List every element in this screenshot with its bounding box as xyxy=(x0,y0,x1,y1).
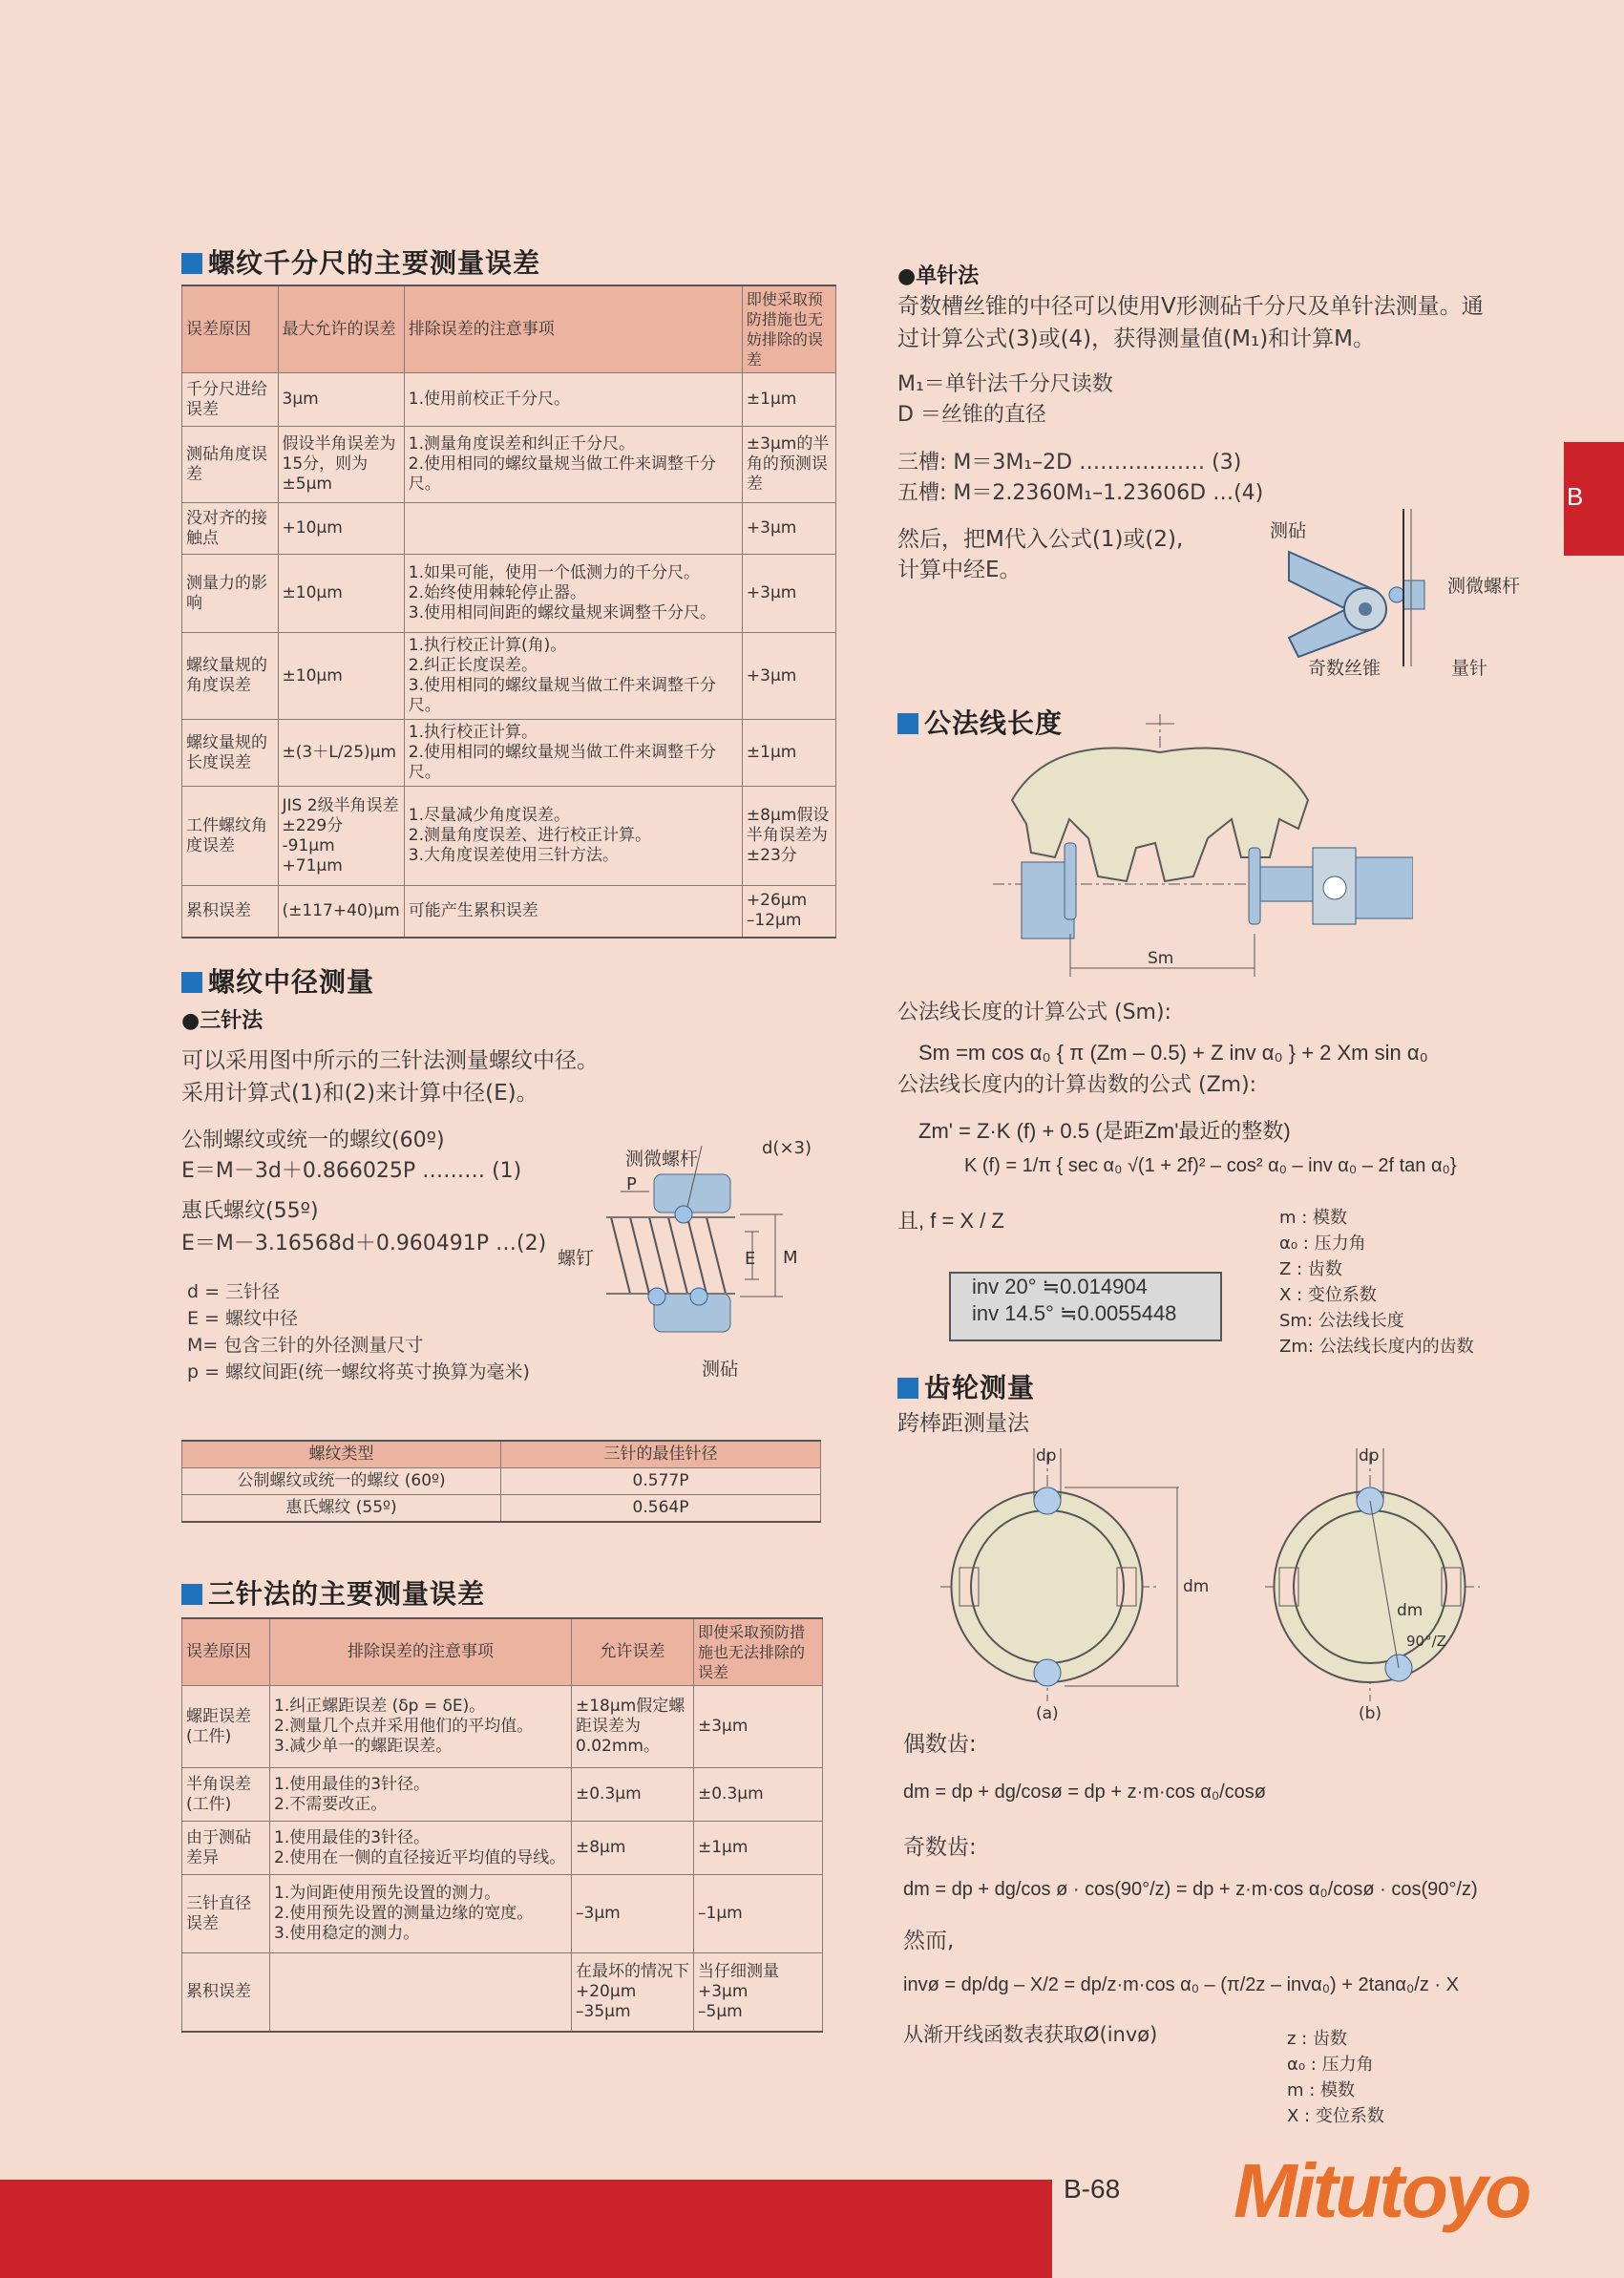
fig-label-a: (a) xyxy=(1036,1704,1059,1723)
table-cell: 1.使用最佳的3针径。 2.使用在一侧的直径接近平均值的导线。 xyxy=(270,1822,572,1875)
table-row xyxy=(182,1686,823,1768)
fig-label-spindle: 测微螺杆 xyxy=(1447,576,1521,597)
table-cell: 1.使用前校正千分尺。 xyxy=(404,373,742,427)
table-row xyxy=(182,720,836,787)
formula-label: 惠氏螺纹(55º) xyxy=(181,1199,319,1223)
col-header: 三针的最佳针径 xyxy=(501,1441,821,1468)
section-title-pitch-diameter: 螺纹中径测量 xyxy=(181,961,374,1000)
col-header: 误差原因 xyxy=(182,1618,270,1686)
formula-kf: K (f) = 1/π { sec α₀ √(1 + 2f)² – cos² α₀ – inv α₀ – 2f tan α₀} xyxy=(964,1155,1457,1176)
table-cell: ±3μm xyxy=(694,1686,823,1768)
label-even: 偶数齿: xyxy=(903,1732,977,1757)
intro-text: 可以采用图中所示的三针法测量螺纹中径。 xyxy=(181,1048,599,1073)
table-cell: 半角误差(工件) xyxy=(182,1768,270,1822)
fig-label-pin: 量针 xyxy=(1451,658,1488,679)
table-cell: 三针直径误差 xyxy=(182,1875,270,1953)
table-cell: 1.执行校正计算。 2.使用相同的螺纹量规当做工件来调整千分尺。 xyxy=(404,720,742,787)
page-number: B-68 xyxy=(1064,2174,1121,2204)
footer-bar xyxy=(0,2180,1052,2278)
definition: M₁＝单针法千分尺读数 xyxy=(897,372,1113,396)
table-row xyxy=(182,787,836,886)
table-cell: JIS 2级半角误差±229分 -91μm +71μm xyxy=(278,787,404,886)
col-header: 排除误差的注意事项 xyxy=(404,285,742,373)
table-cell: ±10μm xyxy=(278,633,404,720)
text: 计算中经E。 xyxy=(897,558,1022,582)
table-cell: 测砧角度误差 xyxy=(182,427,279,503)
formula-3: 三槽: M＝3M₁–2D ……………… (3) xyxy=(897,451,1242,475)
fig-label-E: E xyxy=(745,1249,756,1269)
table-cell: 1.如果可能，使用一个低测力的千分尺。 2.始终使用棘轮停止器。 3.使用相同间距的螺纹量规来调整千分尺。 xyxy=(404,555,742,633)
pin-shape xyxy=(1034,1487,1061,1514)
table-cell: 3μm xyxy=(278,373,404,427)
brand-logo: Mitutoyo xyxy=(1234,2148,1529,2233)
spindle-shape xyxy=(654,1174,730,1213)
table-cell: 螺距误差(工件) xyxy=(182,1686,270,1768)
definition: D ＝丝锥的直径 xyxy=(897,403,1046,427)
table-cell: ±0.3μm xyxy=(572,1768,694,1822)
legend-symbols xyxy=(1287,2026,1384,2129)
col-header: 允许误差 xyxy=(572,1618,694,1686)
table-row xyxy=(182,886,836,938)
formula-even: dm = dp + dg/cosø = dp + z·m·cos α₀/cosø xyxy=(903,1782,1267,1803)
table-cell: (±117+40)μm xyxy=(278,886,404,938)
definition: p = 螺纹间距(统一螺纹将英寸换算为毫米) xyxy=(187,1361,530,1382)
legend-item: z : 齿数 xyxy=(1287,2029,1347,2049)
section-marker-icon xyxy=(181,1584,202,1605)
label-odd: 奇数齿: xyxy=(903,1835,977,1860)
legend-item: m : 模数 xyxy=(1279,1208,1348,1228)
table-cell: –1μm xyxy=(694,1875,823,1953)
table-cell: +3μm xyxy=(742,555,835,633)
legend-item: α₀ : 压力角 xyxy=(1287,2055,1374,2075)
table-cell xyxy=(404,503,742,555)
wire-shape xyxy=(690,1288,707,1305)
col-header: 即使采取预防措施也无妨排除的误差 xyxy=(742,285,835,373)
section-marker-icon xyxy=(181,253,202,274)
definition: E = 螺纹中径 xyxy=(187,1308,299,1329)
formula-label: 公法线长度的计算公式 (Sm): xyxy=(897,1001,1171,1024)
fig-label-P: P xyxy=(626,1174,637,1194)
intro-text: 采用计算式(1)和(2)来计算中径(E)。 xyxy=(181,1081,538,1106)
section-title-thread-micrometer-errors: 螺纹千分尺的主要测量误差 xyxy=(181,243,540,281)
formula-zm: Zm' = Z·K (f) + 0.5 (是距Zm'最近的整数) xyxy=(918,1119,1291,1143)
subsection-over-pin: 跨棒距测量法 xyxy=(897,1411,1029,1436)
fig-label-anvil: 测砧 xyxy=(1270,520,1307,541)
wire-shape xyxy=(648,1288,665,1305)
col-header: 误差原因 xyxy=(182,285,279,373)
label-then: 然而, xyxy=(903,1929,955,1953)
table-cell: ±8μm xyxy=(572,1822,694,1875)
table-cell: +10μm xyxy=(278,503,404,555)
table-cell: 累积误差 xyxy=(182,886,279,938)
col-header: 最大允许的误差 xyxy=(278,285,404,373)
legend-item: Sm: 公法线长度 xyxy=(1279,1311,1404,1331)
three-wire-diagram xyxy=(554,1127,840,1394)
thread-micrometer-error-table xyxy=(181,285,836,939)
table-row xyxy=(182,633,836,720)
formula-label: 公制螺纹或统一的螺纹(60º) xyxy=(181,1128,445,1152)
formula-label: 公法线长度内的计算齿数的公式 (Zm): xyxy=(897,1073,1257,1097)
table-cell: 千分尺进给误差 xyxy=(182,373,279,427)
table-cell: 1.尽量减少角度误差。 2.测量角度误差、进行校正计算。 3.大角度误差使用三针方法。 xyxy=(404,787,742,886)
col-header: 即使采取预防措施也无法排除的误差 xyxy=(694,1618,823,1686)
table-cell: 惠氏螺纹 (55º) xyxy=(182,1495,501,1523)
fig-label-screw: 螺钉 xyxy=(558,1248,595,1269)
legend-item: Z : 齿数 xyxy=(1279,1259,1342,1279)
table-cell: 公制螺纹或统一的螺纹 (60º) xyxy=(182,1468,501,1495)
section-title-span-measurement: 公法线长度 xyxy=(897,703,1063,741)
table-cell: +3μm xyxy=(742,633,835,720)
section-title-gear-measurement: 齿轮测量 xyxy=(897,1367,1035,1405)
table-row xyxy=(182,503,836,555)
definition: d = 三针径 xyxy=(187,1281,281,1302)
formula-inv: invø = dp/dg – X/2 = dp/z·m·cos α₀ – (π/2z – invα₀) + 2tanα₀/z · X xyxy=(903,1974,1459,1995)
table-cell: 1.纠正螺距误差 (δp = δE)。 2.测量几个点并采用他们的平均值。 3.减少单一的螺距误差。 xyxy=(270,1686,572,1768)
subsection-single-wire: ●单针法 xyxy=(897,264,980,288)
table-row xyxy=(182,555,836,633)
section-marker-icon xyxy=(897,1378,918,1399)
intro-text: 过计算公式(3)或(4)，获得测量值(M₁)和计算M。 xyxy=(897,327,1376,351)
table-cell: 在最坏的情况下 +20μm –35μm xyxy=(572,1953,694,2032)
inv-20: inv 20° ≒0.014904 xyxy=(972,1275,1148,1298)
table-cell: 可能产生累积误差 xyxy=(404,886,742,938)
gear-odd-shape xyxy=(1275,1491,1466,1682)
col-header: 排除误差的注意事项 xyxy=(270,1618,572,1686)
span-measurement-diagram xyxy=(993,714,1413,981)
fig-label-dp: dp xyxy=(1036,1446,1057,1466)
table-cell: 工件螺纹角度误差 xyxy=(182,787,279,886)
table-cell: 螺纹量规的长度误差 xyxy=(182,720,279,787)
fig-label-tap: 奇数丝锥 xyxy=(1308,658,1381,679)
table-cell: 1.为间距使用预先设置的测力。 2.使用预先设置的测量边缘的宽度。 3.使用稳定的测力。 xyxy=(270,1875,572,1953)
table-cell: ±3μm的半角的预测误差 xyxy=(742,427,835,503)
fig-label-b: (b) xyxy=(1359,1704,1382,1723)
table-cell: 由于测砧差异 xyxy=(182,1822,270,1875)
inv-values-box xyxy=(949,1272,1222,1341)
legend-symbols xyxy=(1279,1205,1474,1360)
text: 从渐开线函数表获取Ø(invø) xyxy=(903,2023,1158,2046)
table-cell: 当仔细测量 +3μm –5μm xyxy=(694,1953,823,2032)
fig-label-sm: Sm xyxy=(1148,949,1174,968)
table-cell: 螺纹量规的角度误差 xyxy=(182,633,279,720)
formula-odd: dm = dp + dg/cos ø · cos(90°/z) = dp + z·m·cos α₀/cosø · cos(90°/z) xyxy=(903,1879,1478,1900)
formula-2: E＝M－3.16568d＋0.960491P …(2) xyxy=(181,1232,547,1255)
col-header: 螺纹类型 xyxy=(182,1441,501,1468)
table-row xyxy=(182,1875,823,1953)
chapter-tab: B xyxy=(1564,442,1624,556)
table-cell: ±1μm xyxy=(742,373,835,427)
formula-4: 五槽: M＝2.2360M₁–1.23606D …(4) xyxy=(897,481,1264,505)
best-wire-size-table xyxy=(181,1440,821,1523)
fig-label-angle: 90°/Z xyxy=(1406,1633,1446,1650)
formula-f: 且, f = X / Z xyxy=(897,1209,1004,1233)
fig-label-dp: dp xyxy=(1359,1446,1380,1466)
fig-label-d3: d(×3) xyxy=(762,1138,812,1158)
table-cell: ±1μm xyxy=(742,720,835,787)
table-row xyxy=(182,373,836,427)
fig-label-anvil: 测砧 xyxy=(702,1359,739,1380)
section-marker-icon xyxy=(897,713,918,734)
table-cell: 1.测量角度误差和纠正千分尺。 2.使用相同的螺纹量规当做工件来调整千分尺。 xyxy=(404,427,742,503)
table-row xyxy=(182,427,836,503)
table-cell: ±18μm假定螺距误差为0.02mm。 xyxy=(572,1686,694,1768)
text: 然后，把M代入公式(1)或(2), xyxy=(897,527,1184,552)
legend-item: Zm: 公法线长度内的齿数 xyxy=(1279,1337,1474,1357)
legend-item: m : 模数 xyxy=(1287,2080,1356,2100)
table-cell: ±1μm xyxy=(694,1822,823,1875)
fig-label-M: M xyxy=(783,1248,798,1268)
table-cell: 0.577P xyxy=(501,1468,821,1495)
table-cell: 1.执行校正计算(角)。 2.纠正长度误差。 3.使用相同的螺纹量规当做工件来调整千分尺。 xyxy=(404,633,742,720)
fig-label-spindle: 测微螺杆 xyxy=(625,1149,699,1170)
pin-shape xyxy=(1389,587,1404,602)
formula-sm: Sm =m cos α₀ { π (Zm – 0.5) + Z inv α₀ } + 2 Xm sin α₀ xyxy=(918,1041,1428,1065)
pin-shape xyxy=(1034,1659,1061,1686)
single-wire-diagram xyxy=(1260,504,1547,686)
subsection-three-wire: ●三针法 xyxy=(181,1009,264,1033)
table-row xyxy=(182,1822,823,1875)
table-cell: –3μm xyxy=(572,1875,694,1953)
gear-even-shape xyxy=(952,1491,1143,1682)
table-row xyxy=(182,1953,823,2032)
table-row xyxy=(182,1768,823,1822)
legend-item: X : 变位系数 xyxy=(1287,2106,1384,2126)
three-wire-error-table xyxy=(181,1617,823,2033)
table-cell: +3μm xyxy=(742,503,835,555)
table-cell: 1.使用最佳的3针径。 2.不需要改正。 xyxy=(270,1768,572,1822)
table-cell: 累积误差 xyxy=(182,1953,270,2032)
intro-text: 奇数槽丝锥的中径可以使用V形测砧千分尺及单针法测量。通 xyxy=(897,294,1484,319)
over-pin-diagram xyxy=(931,1444,1523,1730)
wire-shape xyxy=(675,1206,692,1223)
table-cell: +26μm –12μm xyxy=(742,886,835,938)
table-cell: ±0.3μm xyxy=(694,1768,823,1822)
gear-shape xyxy=(1012,749,1308,881)
section-title-three-wire-errors: 三针法的主要测量误差 xyxy=(181,1573,485,1612)
fig-label-dm: dm xyxy=(1183,1577,1210,1596)
table-cell: ±8μm假设半角误差为±23分 xyxy=(742,787,835,886)
formula-1: E＝M－3d＋0.866025P ……… (1) xyxy=(181,1159,522,1183)
table-cell: 假设半角误差为15分，则为±5μm xyxy=(278,427,404,503)
table-cell: ±(3＋L/25)μm xyxy=(278,720,404,787)
table-cell: ±10μm xyxy=(278,555,404,633)
table-cell xyxy=(270,1953,572,2032)
table-cell: 测量力的影响 xyxy=(182,555,279,633)
section-marker-icon xyxy=(181,972,202,993)
definition: M= 包含三针的外径测量尺寸 xyxy=(187,1335,424,1356)
inv-14-5: inv 14.5° ≒0.0055448 xyxy=(972,1301,1177,1325)
table-cell: 没对齐的接触点 xyxy=(182,503,279,555)
table-cell: 0.564P xyxy=(501,1495,821,1523)
legend-item: X : 变位系数 xyxy=(1279,1285,1377,1305)
fig-label-dm: dm xyxy=(1397,1601,1424,1620)
legend-item: α₀ : 压力角 xyxy=(1279,1234,1366,1254)
